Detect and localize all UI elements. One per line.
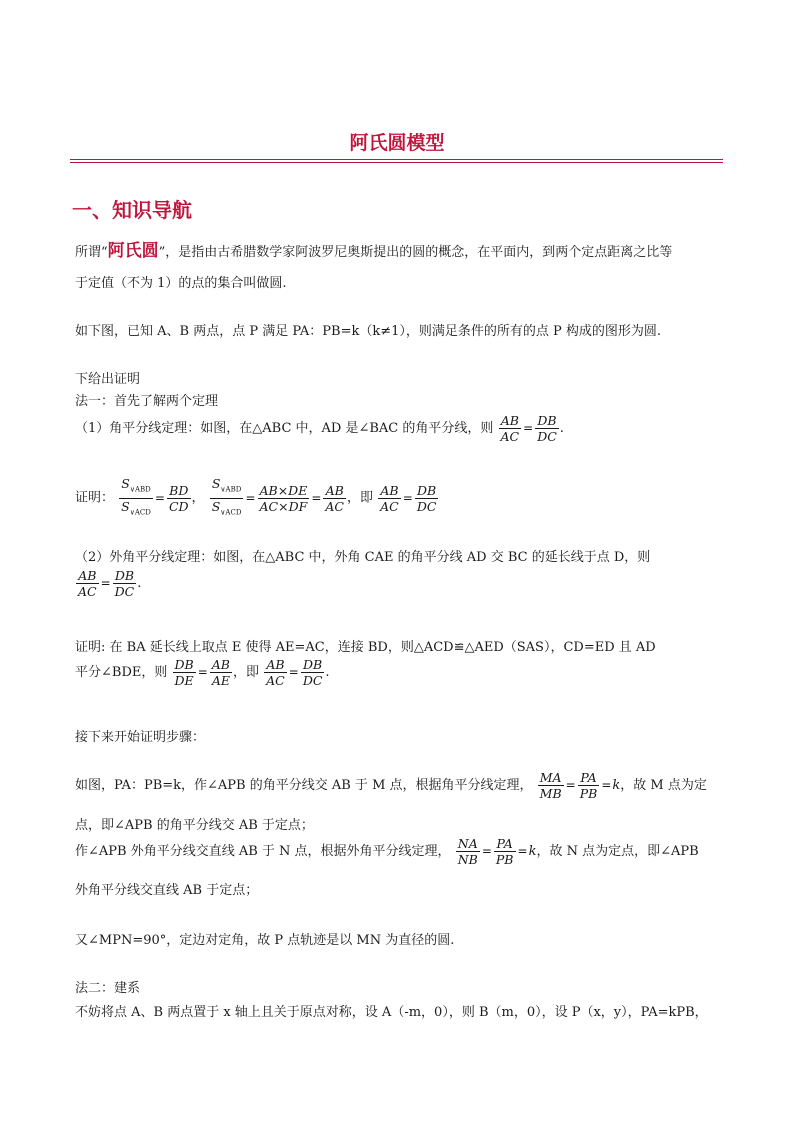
highlight-term: 阿氏圆 (107, 241, 159, 261)
proof-2-line-1: 证明: 在 BA 延长线上取点 E 使得 AE=AC，连接 BD，则△ACD≌△AED（SAS），CD=ED 且 AD (75, 640, 656, 655)
next-steps: 接下来开始证明步骤： (75, 730, 206, 745)
fraction: $\frac{AB\times DE}{AC\times DF}$ (259, 482, 308, 514)
step-1-text: 如图，PA：PB=k，作∠APB 的角平分线交 AB 于 M 点，根据角平分线定理， (75, 778, 533, 793)
fraction: $\frac{AB}{AC}$ (78, 568, 97, 599)
fraction: $\frac{S_{\vee ABD}}{S_{\vee ACD}}$ (119, 476, 153, 520)
theorem-1: （1）角平分线定理：如图，在△ABC 中，AD 是∠BAC 的角平分线，则 $\frac{AB}{AC}$ = $\frac{DB}{DC}$ . (75, 413, 564, 444)
proof-2-text: 平分∠BDE，则 (75, 665, 168, 680)
fraction: $\frac{AB}{AC}$ (500, 413, 520, 444)
intro-line-2: 于定值（不为 1）的点的集合叫做圆. (75, 276, 287, 291)
fraction: $\frac{BD}{CD}$ (168, 482, 189, 514)
fraction: $\frac{DB}{DC}$ (114, 568, 135, 599)
proof-intro: 下给出证明 (75, 372, 141, 387)
intro-text: ”，是指由古希腊数学家阿波罗尼奥斯提出的圆的概念，在平面内，到两个定点距离之比等 (158, 245, 673, 260)
intro-line-1 (75, 236, 672, 261)
page-title: 阿氏圆模型 (349, 132, 445, 154)
title-rule-bottom (70, 162, 723, 163)
step-1-line-1: 如图，PA：PB=k，作∠APB 的角平分线交 AB 于 M 点，根据角平分线定理， $\frac{MA}{MB}$ = $\frac{PA}{PB}$ =k，故 M 点为定 (75, 770, 707, 801)
theorem-2-line-2: $\frac{AB}{AC}$ = $\frac{DB}{DC}$ . (78, 568, 142, 599)
fraction: $\frac{AB}{AC}$ (266, 657, 285, 688)
fraction: $\frac{AB}{AC}$ (325, 482, 344, 514)
step-1-line-2: 点，即∠APB 的角平分线交 AB 于定点； (75, 818, 314, 833)
theorem-2-line-1: （2）外角平分线定理：如图，在△ABC 中，外角 CAE 的角平分线 AD 交 BC 的延长线于点 D，则 (75, 550, 651, 565)
fraction: $\frac{DB}{DE}$ (174, 657, 194, 688)
theorem-1-text: （1）角平分线定理：如图，在△ABC 中，AD 是∠BAC 的角平分线，则 (75, 421, 494, 436)
fraction: $\frac{AB}{AE}$ (211, 657, 230, 688)
method-2-text: 不妨将点 A、B 两点置于 x 轴上且关于原点对称，设 A（-m，0），则 B（m，0），设 P（x，y），PA=kPB， (75, 1005, 708, 1020)
setup-paragraph: 如下图，已知 A、B 两点，点 P 满足 PA：PB=k（k≠1），则满足条件的所有的点 P 构成的图形为圆. (75, 324, 662, 339)
step-2-line-1: 作∠APB 外角平分线交直线 AB 于 N 点，根据外角平分线定理， $\frac{NA}{NB}$ = $\frac{PA}{PB}$ =k，故 N 点为定点，即∠APB (75, 836, 699, 867)
section-heading: 一、知识导航 (72, 198, 192, 222)
intro-text: 所谓“ (75, 245, 108, 260)
conclusion: 又∠MPN=90°，定边对定角，故 P 点轨迹是以 MN 为直径的圆. (75, 933, 455, 948)
method-2-heading: 法二：建系 (75, 981, 141, 996)
fraction: $\frac{PA}{PB}$ (579, 770, 598, 801)
fraction: $\frac{DB}{DC}$ (302, 657, 323, 688)
fraction: $\frac{NA}{NB}$ (457, 836, 478, 867)
proof-1: 证明： $\frac{S_{\vee ABD}}{S_{\vee ACD}}$ = $\frac{BD}{CD}$ ， $\frac{S_{\vee ABD}}{S_{\vee ACD}}$ = $\frac{AB\times DE}{AC\times DF}$ = $\frac{AB}{AC}$ ，即 $\frac{AB}{AC}$ = $\frac{DB}{DC}$ (75, 476, 439, 520)
fraction: $\frac{S_{\vee ABD}}{S_{\vee ACD}}$ (210, 476, 244, 520)
method-1-heading: 法一：首先了解两个定理 (75, 394, 219, 409)
fraction: $\frac{MA}{MB}$ (539, 770, 562, 801)
fraction: $\frac{AB}{AC}$ (380, 482, 399, 514)
fraction: $\frac{DB}{DC}$ (416, 482, 437, 514)
title-rule-top (70, 159, 723, 160)
step-2-line-2: 外角平分线交直线 AB 于定点； (75, 883, 259, 898)
fraction: $\frac{PA}{PB}$ (495, 836, 514, 867)
step-2-text: 作∠APB 外角平分线交直线 AB 于 N 点，根据外角平分线定理， (75, 844, 451, 859)
proof-label: 证明： (75, 490, 115, 506)
fraction: $\frac{DB}{DC}$ (537, 413, 557, 444)
proof-2-line-2: 平分∠BDE，则 $\frac{DB}{DE}$ = $\frac{AB}{AE}$ ，即 $\frac{AB}{AC}$ = $\frac{DB}{DC}$ . (75, 657, 330, 688)
